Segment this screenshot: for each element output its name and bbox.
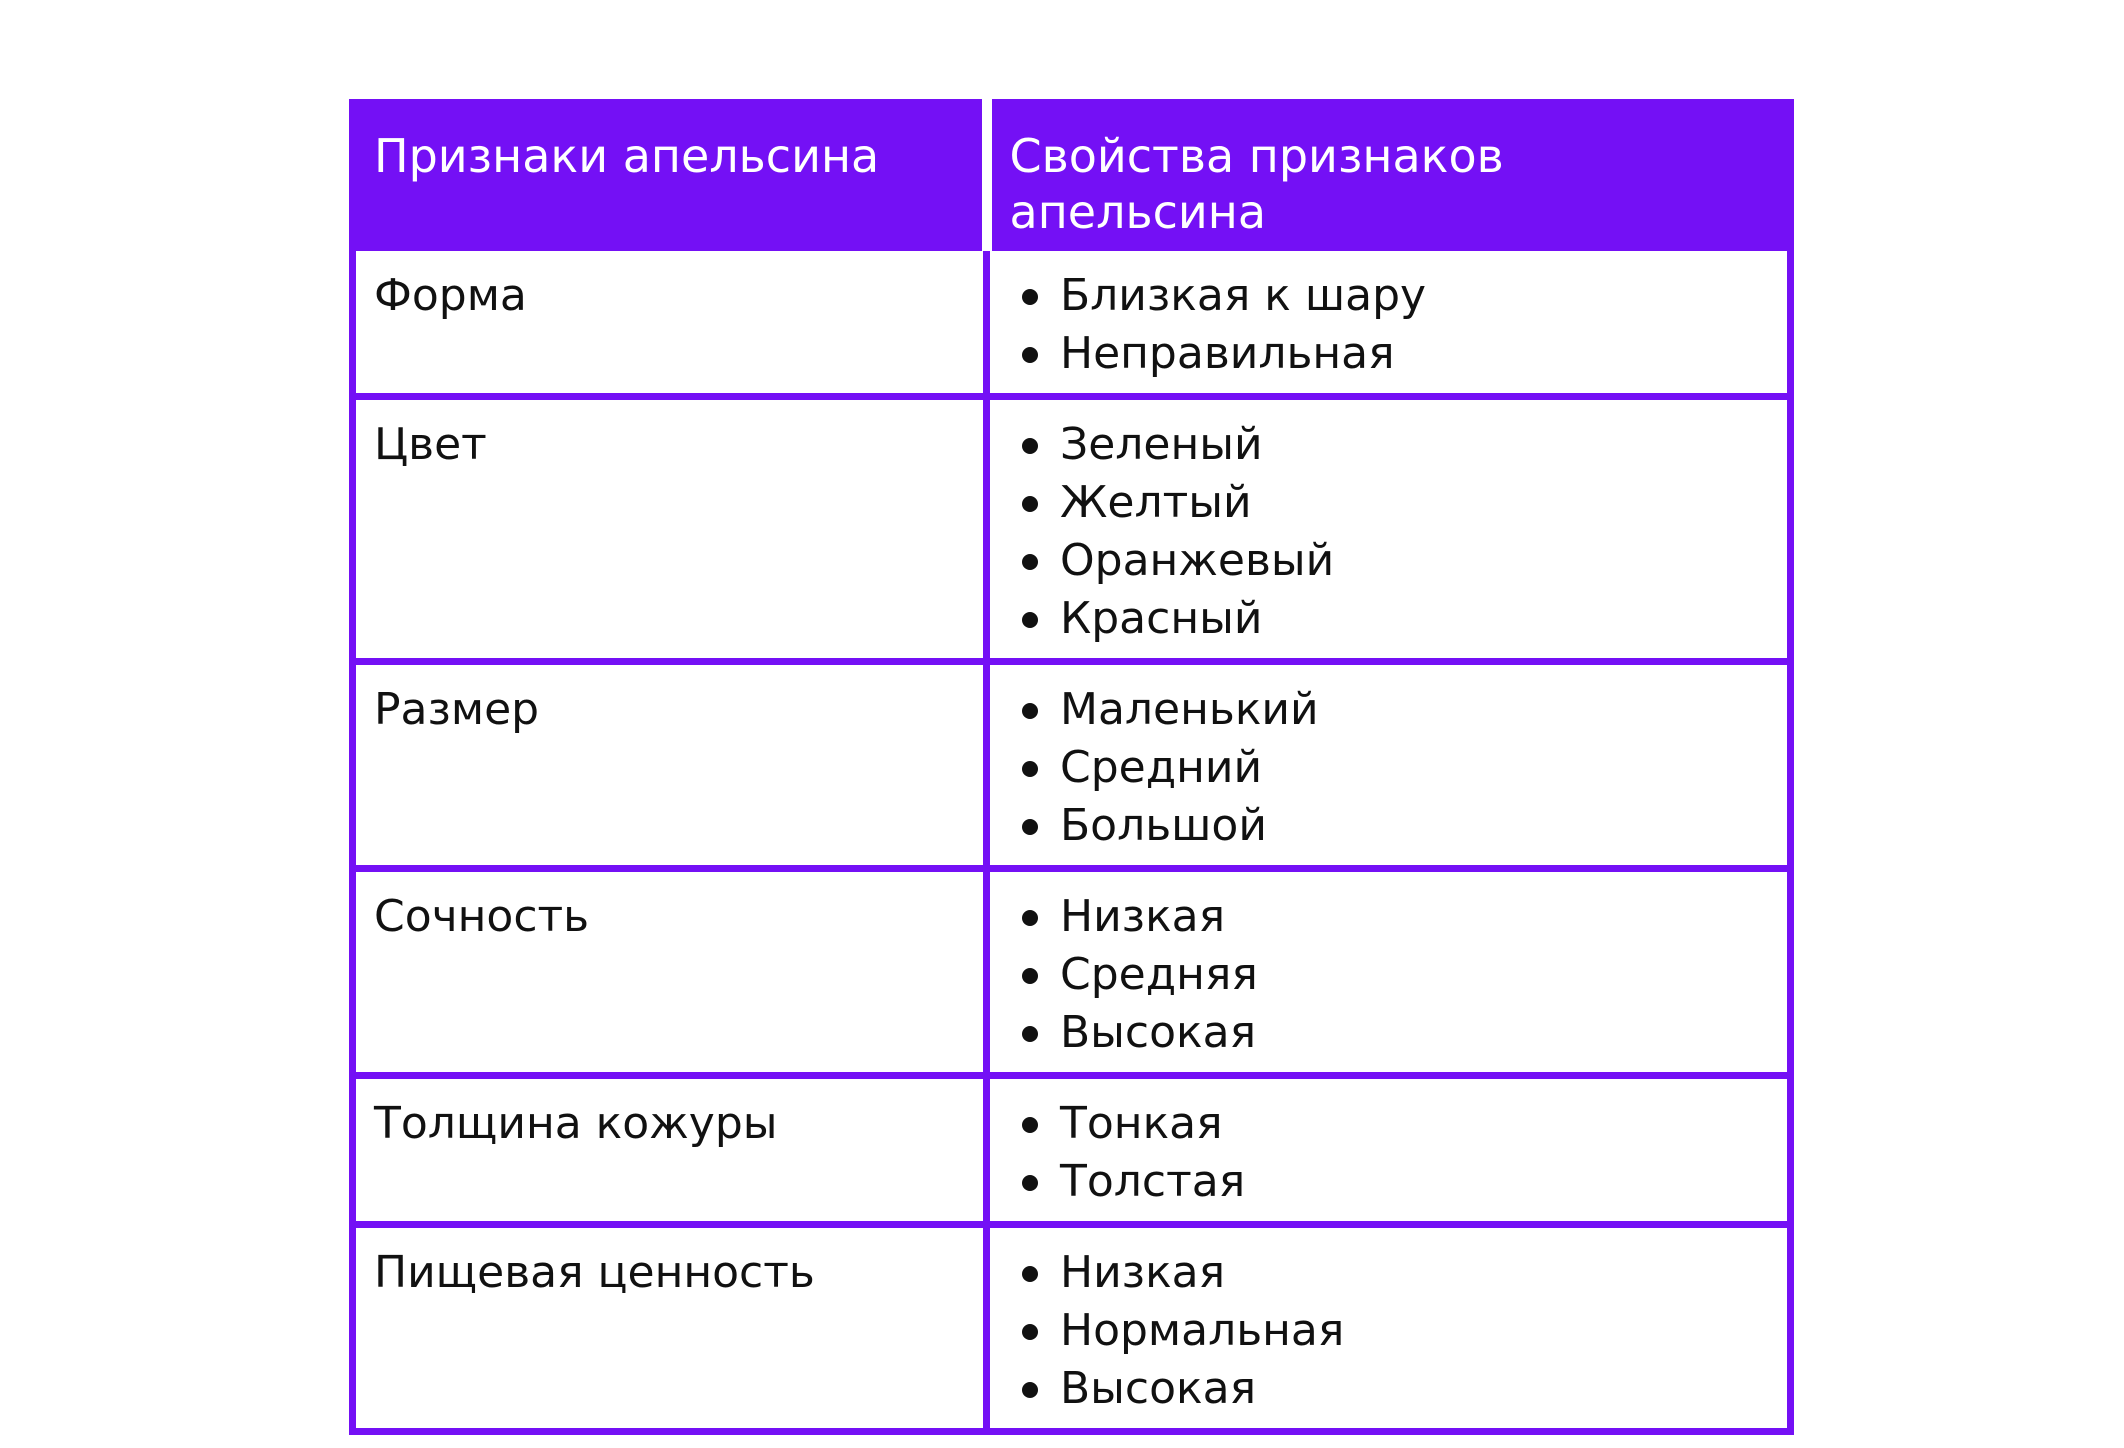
table-row: [353, 248, 1791, 397]
feature-cell: Толщина кожуры: [353, 1076, 987, 1225]
values-cell: [987, 397, 1791, 662]
values-cell: [987, 248, 1791, 397]
feature-cell: Пищевая ценность: [353, 1225, 987, 1432]
value-item: Низкая: [1060, 888, 1769, 946]
table-row: [353, 1076, 1791, 1225]
values-cell: [987, 1225, 1791, 1432]
header-row: [353, 103, 1791, 248]
value-item: Средний: [1060, 739, 1769, 797]
values-cell: [987, 1076, 1791, 1225]
value-item: Неправильная: [1060, 325, 1769, 383]
values-cell: [987, 662, 1791, 869]
value-item: Близкая к шару: [1060, 267, 1769, 325]
value-item: Средняя: [1060, 946, 1769, 1004]
value-item: Зеленый: [1060, 416, 1769, 474]
feature-cell: Сочность: [353, 869, 987, 1076]
feature-cell: Форма: [353, 248, 987, 397]
table-body: [353, 248, 1791, 1432]
table-row: [353, 869, 1791, 1076]
value-item: Маленький: [1060, 681, 1769, 739]
values-cell: [987, 869, 1791, 1076]
value-item: Красный: [1060, 590, 1769, 648]
table-header: [353, 103, 1791, 248]
table-row: [353, 397, 1791, 662]
header-features: Признаки апельсина: [353, 103, 987, 248]
value-item: Толстая: [1060, 1153, 1769, 1211]
value-item: Оранжевый: [1060, 532, 1769, 590]
value-item: Тонкая: [1060, 1095, 1769, 1153]
feature-cell: Размер: [353, 662, 987, 869]
values-list: [1008, 888, 1769, 1062]
table-row: [353, 1225, 1791, 1432]
values-list: [1008, 1095, 1769, 1211]
values-list: [1008, 681, 1769, 855]
value-item: Низкая: [1060, 1244, 1769, 1302]
value-item: Высокая: [1060, 1004, 1769, 1062]
feature-cell: Цвет: [353, 397, 987, 662]
value-item: Высокая: [1060, 1360, 1769, 1418]
values-list: [1008, 267, 1769, 383]
orange-features-table: [349, 99, 1794, 1435]
value-item: Большой: [1060, 797, 1769, 855]
value-item: Желтый: [1060, 474, 1769, 532]
value-item: Нормальная: [1060, 1302, 1769, 1360]
values-list: [1008, 1244, 1769, 1418]
header-properties: Свойства признаков апельсина: [987, 103, 1791, 248]
orange-features-table-container: [349, 99, 1787, 1435]
values-list: [1008, 416, 1769, 648]
table-row: [353, 662, 1791, 869]
